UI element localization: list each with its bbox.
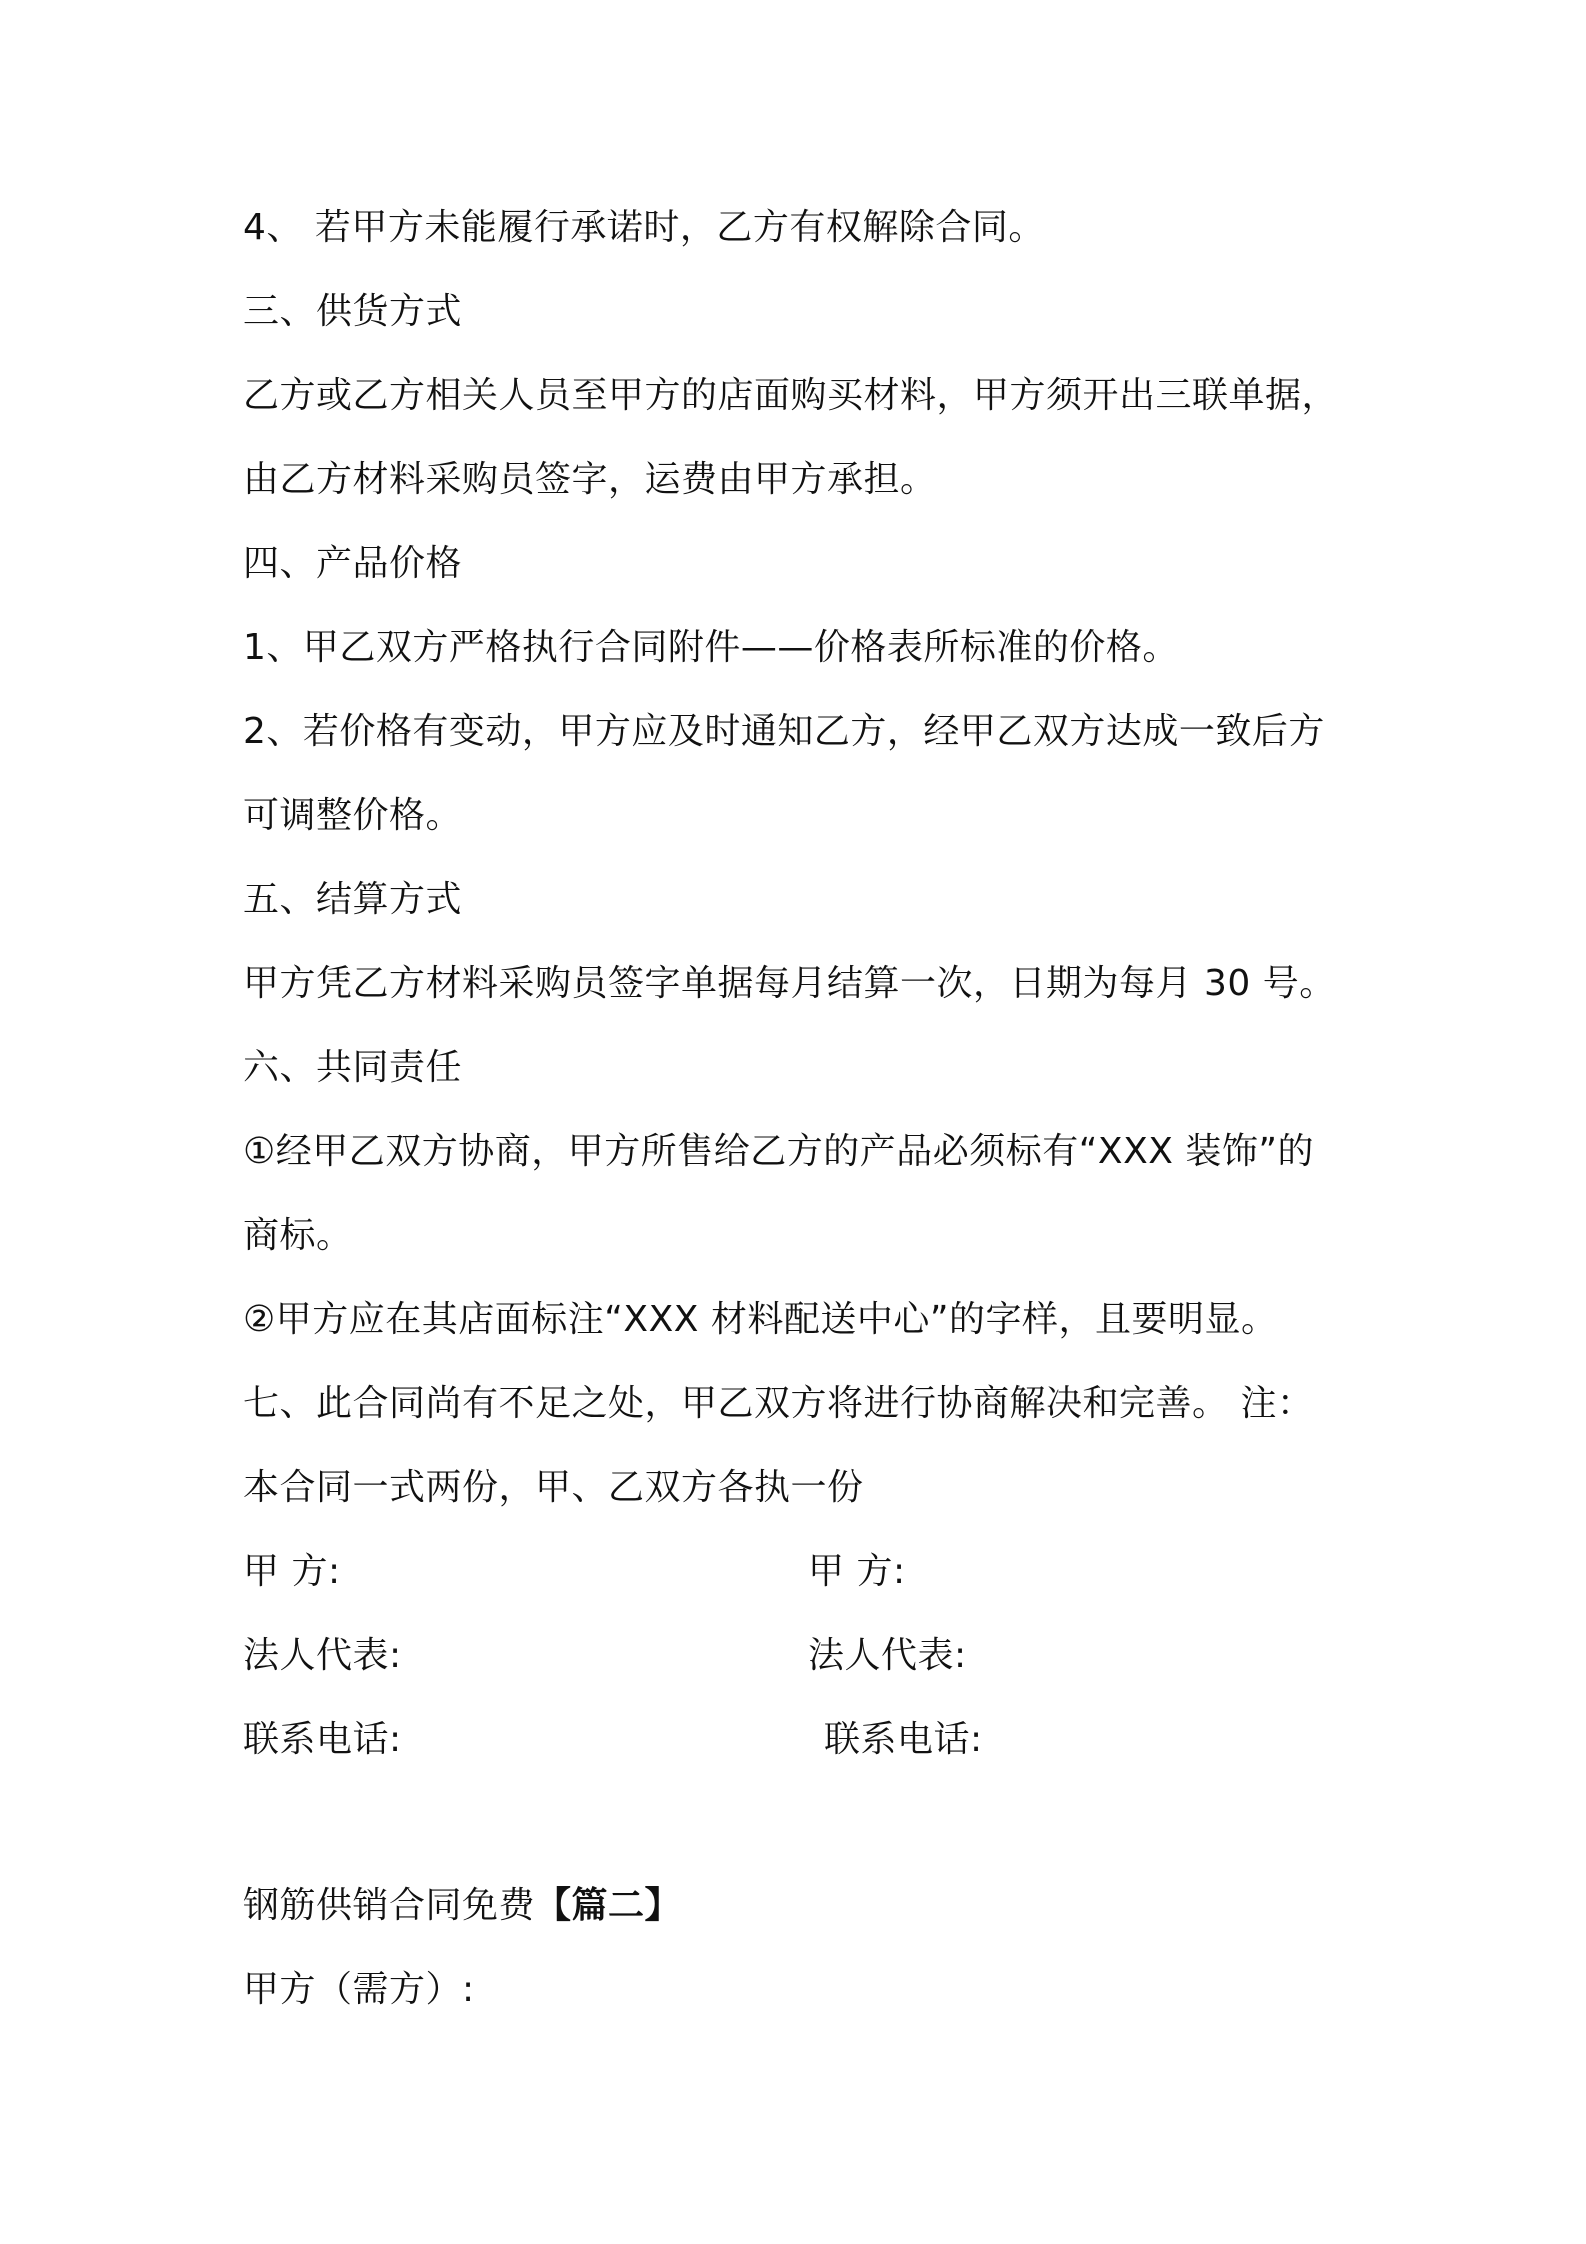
section-4-item-1: 1、甲乙双方严格执行合同附件——价格表所标准的价格。 — [243, 627, 1179, 668]
section-6-heading: 六、共同责任 — [243, 1047, 463, 1088]
section-6-item-1-line-1: ①经甲乙双方协商，甲方所售给乙方的产品必须标有“XXX 装饰”的 — [243, 1131, 1315, 1172]
next-section-title-text: 钢筋供销合同免费 — [243, 1885, 536, 1926]
section-6-item-1-line-2: 商标。 — [243, 1215, 353, 1256]
signature-left-party: 甲 方: — [243, 1551, 341, 1592]
signature-right-party: 甲 方: — [808, 1551, 906, 1592]
section-6-item-2: ②甲方应在其店面标注“XXX 材料配送中心”的字样，且要明显。 — [243, 1299, 1278, 1340]
next-section-title — [243, 1881, 681, 1931]
section-4-item-2-line-1: 2、若价格有变动，甲方应及时通知乙方，经甲乙双方达成一致后方 — [243, 711, 1325, 752]
signature-right-phone: 联系电话: — [824, 1719, 983, 1760]
signature-right-representative: 法人代表: — [808, 1635, 967, 1676]
clause-4-text: 4、 若甲方未能履行承诺时，乙方有权解除合同。 — [243, 207, 1045, 248]
section-3-heading: 三、供货方式 — [243, 291, 463, 332]
next-section-first-line: 甲方（需方）: — [243, 1969, 475, 2010]
section-4-item-2-line-2: 可调整价格。 — [243, 795, 463, 836]
copies-note: 本合同一式两份，甲、乙双方各执一份 — [243, 1467, 864, 1508]
section-3-body-line-2: 由乙方材料采购员签字，运费由甲方承担。 — [243, 459, 937, 500]
signature-left-representative: 法人代表: — [243, 1635, 402, 1676]
next-section-title-tag: 【篇二】 — [535, 1885, 682, 1926]
section-5-heading: 五、结算方式 — [243, 879, 463, 920]
section-3-body-line-1: 乙方或乙方相关人员至甲方的店面购买材料，甲方须开出三联单据， — [243, 375, 1339, 416]
section-7-text: 七、此合同尚有不足之处，甲乙双方将进行协商解决和完善。 注： — [243, 1383, 1314, 1424]
section-4-heading: 四、产品价格 — [243, 543, 463, 584]
signature-left-phone: 联系电话: — [243, 1719, 402, 1760]
section-5-body: 甲方凭乙方材料采购员签字单据每月结算一次，日期为每月 30 号。 — [243, 963, 1336, 1004]
